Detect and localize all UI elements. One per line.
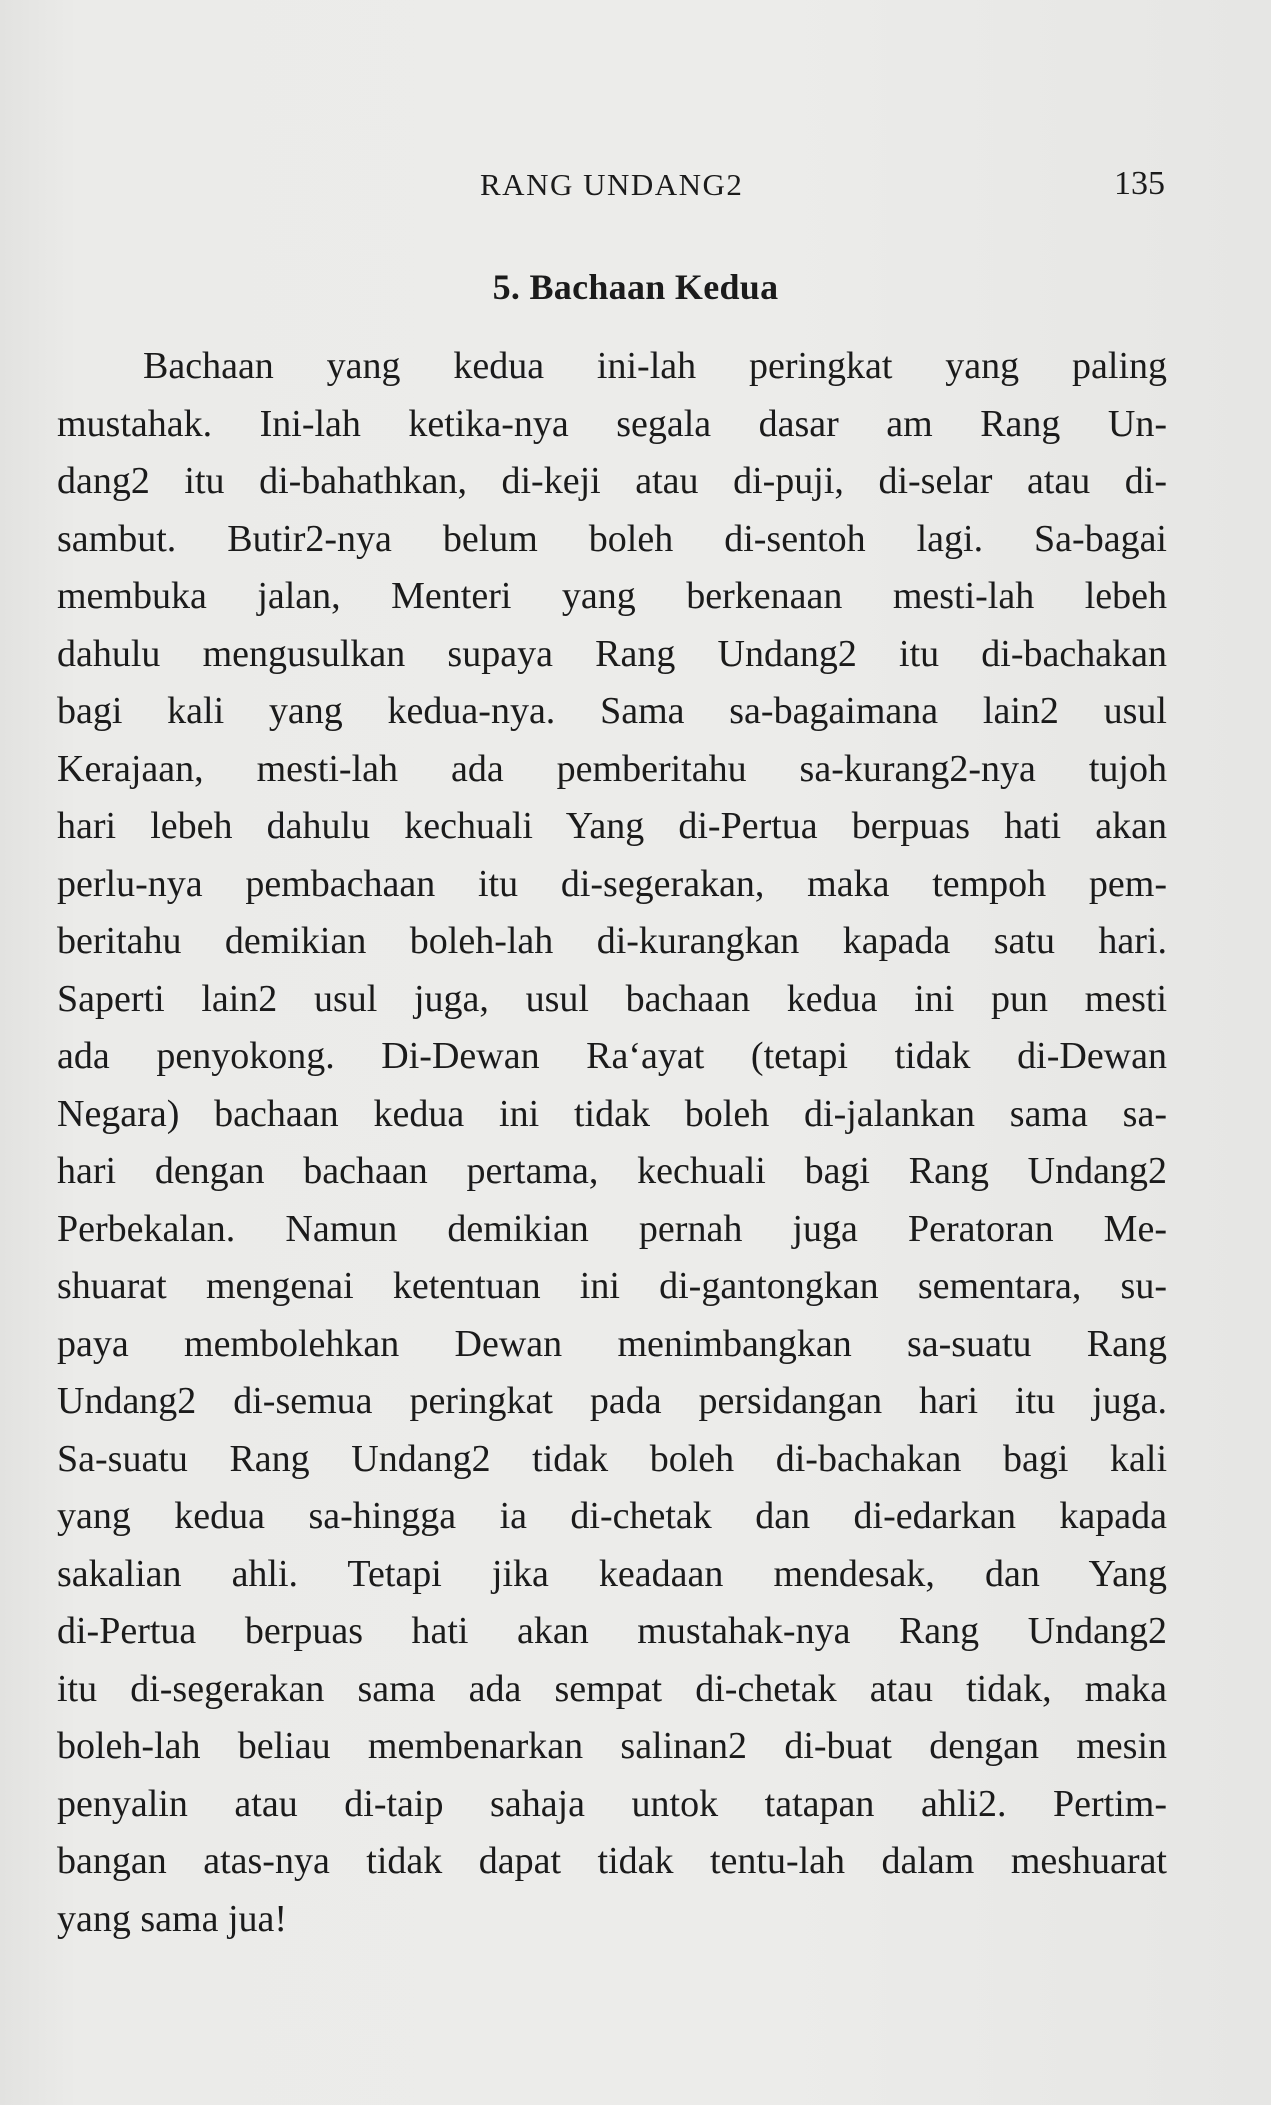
text-line: dahulu mengusulkan supaya Rang Undang2 itu di-bachakan bbox=[57, 632, 1167, 675]
text-line: di-Pertua berpuas hati akan mustahak-nya Rang Undang2 bbox=[57, 1610, 1167, 1652]
text-line: membuka jalan, Menteri yang berkenaan mesti-lah lebeh bbox=[57, 575, 1167, 617]
text-line: bangan atas-nya tidak dapat tidak tentu-lah dalam meshuarat bbox=[57, 1840, 1167, 1882]
text-line: yang kedua sa-hingga ia di-chetak dan di-edarkan kapada bbox=[57, 1495, 1167, 1537]
text-line: dang2 itu di-bahathkan, di-keji atau di-puji, di-selar atau di- bbox=[57, 460, 1167, 502]
text-line: perlu-nya pembachaan itu di-segerakan, maka tempoh pem- bbox=[57, 862, 1167, 905]
text-line: Perbekalan. Namun demikian pernah juga Peratoran Me- bbox=[57, 1207, 1167, 1250]
text-line: itu di-segerakan sama ada sempat di-chetak atau tidak, maka bbox=[57, 1667, 1167, 1710]
text-line: paya membolehkan Dewan menimbangkan sa-suatu Rang bbox=[57, 1322, 1167, 1365]
text-line: beritahu demikian boleh-lah di-kurangkan kapada satu hari. bbox=[57, 920, 1167, 962]
text-line: sakalian ahli. Tetapi jika keadaan mendesak, dan Yang bbox=[57, 1552, 1167, 1595]
running-head: RANG UNDANG2 bbox=[480, 167, 744, 202]
text-line: hari dengan bachaan pertama, kechuali bagi Rang Undang2 bbox=[57, 1150, 1167, 1192]
text-line: yang sama jua! bbox=[57, 1897, 288, 1940]
text-line: shuarat mengenai ketentuan ini di-gantongkan sementara, su- bbox=[57, 1265, 1167, 1307]
text-line: bagi kali yang kedua-nya. Sama sa-bagaimana lain2 usul bbox=[57, 690, 1167, 732]
section-heading: 5. Bachaan Kedua bbox=[492, 267, 779, 307]
text-line: Bachaan yang kedua ini-lah peringkat yang paling bbox=[143, 345, 1167, 387]
text-line: Negara) bachaan kedua ini tidak boleh di-jalankan sama sa- bbox=[57, 1092, 1167, 1135]
text-line: boleh-lah beliau membenarkan salinan2 di-buat dengan mesin bbox=[57, 1725, 1167, 1767]
text-line: penyalin atau di-taip sahaja untok tatapan ahli2. Pertim- bbox=[57, 1782, 1167, 1825]
text-line: Kerajaan, mesti-lah ada pemberitahu sa-kurang2-nya tujoh bbox=[57, 747, 1167, 790]
page-header bbox=[0, 165, 1271, 209]
text-line: Undang2 di-semua peringkat pada persidangan hari itu juga. bbox=[57, 1380, 1167, 1422]
page-number: 135 bbox=[1114, 165, 1165, 202]
text-line: Saperti lain2 usul juga, usul bachaan kedua ini pun mesti bbox=[57, 977, 1167, 1020]
text-line: hari lebeh dahulu kechuali Yang di-Pertua berpuas hati akan bbox=[57, 805, 1167, 847]
text-line: mustahak. Ini-lah ketika-nya segala dasar am Rang Un- bbox=[57, 402, 1167, 445]
body-paragraph bbox=[57, 338, 1167, 1948]
text-line: ada penyokong. Di-Dewan Ra‘ayat (tetapi tidak di-Dewan bbox=[57, 1035, 1167, 1077]
text-line: sambut. Butir2-nya belum boleh di-sentoh lagi. Sa-bagai bbox=[57, 517, 1167, 560]
text-line: Sa-suatu Rang Undang2 tidak boleh di-bachakan bagi kali bbox=[57, 1437, 1167, 1480]
